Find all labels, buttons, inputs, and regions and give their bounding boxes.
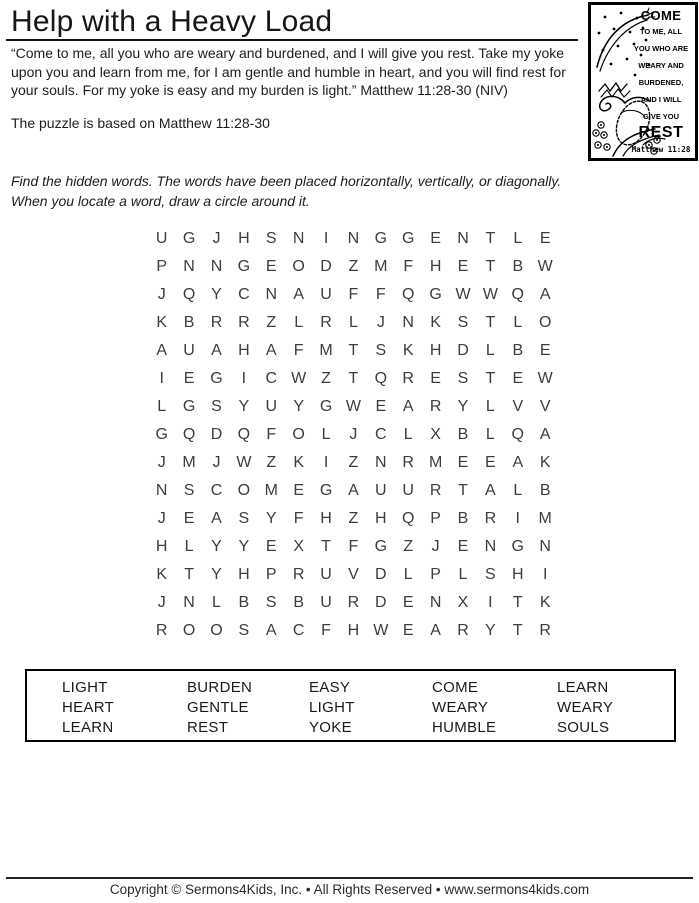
grid-letter: V (512, 398, 524, 415)
grid-letter: Q (182, 426, 196, 443)
word-list-item: REST (187, 719, 229, 736)
grid-letter: Q (374, 370, 388, 387)
grid-letter: W (236, 454, 252, 471)
grid-letter: R (429, 482, 442, 499)
grid-letter: N (484, 538, 497, 555)
grid-letter: D (457, 342, 469, 359)
grid-letter: G (319, 482, 333, 499)
grid-letter: B (293, 594, 304, 611)
grid-letter: E (512, 370, 524, 387)
grid-letter: Q (237, 426, 251, 443)
grid-letter: J (349, 426, 358, 443)
grid-letter: K (293, 454, 304, 471)
grid-letter: H (238, 566, 250, 583)
grid-letter: H (375, 510, 387, 527)
grid-letter: M (538, 510, 552, 527)
grid-letter: G (429, 286, 442, 303)
grid-letter: B (183, 314, 195, 331)
grid-letter: I (241, 370, 247, 387)
grid-letter: L (458, 566, 468, 583)
grid-letter: B (238, 594, 250, 611)
grid-letter: U (265, 398, 278, 415)
grid-letter: M (182, 454, 196, 471)
grid-letter: L (485, 398, 495, 415)
grid-letter: G (155, 426, 168, 443)
grid-letter: Y (211, 566, 222, 583)
instructions-line-2: When you locate a word, draw a circle around it. (11, 192, 310, 209)
grid-letter: C (238, 286, 250, 303)
grid-letter: C (210, 482, 223, 499)
grid-letter: A (348, 482, 359, 499)
grid-letter: E (183, 370, 195, 387)
grid-letter: A (211, 510, 222, 527)
grid-letter: F (403, 258, 414, 275)
grid-letter: T (348, 370, 359, 387)
grid-letter: Y (238, 538, 250, 555)
grid-letter: Q (401, 510, 415, 527)
word-list-item: WEARY (557, 699, 614, 716)
grid-letter: Z (348, 258, 359, 275)
grid-letter: A (430, 622, 441, 639)
grid-letter: N (292, 230, 305, 247)
grid-letter: Y (457, 398, 469, 415)
grid-letter: T (512, 594, 523, 611)
grid-letter: A (512, 454, 524, 471)
grid-letter: H (429, 342, 442, 359)
grid-letter: Z (266, 314, 277, 331)
grid-letter: Q (511, 426, 524, 443)
grid-letter: R (402, 454, 414, 471)
grid-letter: D (320, 258, 332, 275)
grid-letter: R (484, 510, 497, 527)
grid-letter: D (375, 594, 387, 611)
grid-letter: S (457, 314, 469, 331)
grid-letter: E (457, 258, 469, 275)
grid-letter: H (429, 258, 442, 275)
verse-art-line: YOU WHO ARE (633, 44, 689, 53)
grid-letter: L (513, 230, 523, 247)
grid-letter: S (265, 594, 277, 611)
grid-letter: G (182, 230, 196, 247)
grid-letter: D (210, 426, 223, 443)
grid-letter: R (457, 622, 469, 639)
grid-letter: W (345, 398, 361, 415)
grid-letter: A (265, 342, 277, 359)
grid-letter: E (539, 342, 551, 359)
grid-letter: U (183, 342, 195, 359)
page-title: Help with a Heavy Load (11, 5, 333, 38)
grid-letter: E (375, 398, 387, 415)
grid-letter: E (183, 510, 195, 527)
word-list-column (557, 678, 613, 740)
grid-letter: W (373, 622, 389, 639)
grid-letter: S (457, 370, 469, 387)
grid-letter: G (511, 538, 524, 555)
grid-letter: E (265, 538, 277, 555)
grid-letter: M (428, 454, 443, 471)
word-list-column (62, 678, 187, 740)
grid-letter: R (210, 314, 223, 331)
puzzle-basis-note: The puzzle is based on Matthew 11:28-30 (11, 115, 270, 131)
grid-letter: F (375, 286, 386, 303)
grid-letter: T (458, 482, 468, 499)
grid-letter: S (238, 510, 250, 527)
grid-letter: T (321, 538, 331, 555)
word-list-column (187, 678, 309, 740)
grid-letter: N (210, 258, 223, 275)
grid-letter: N (347, 230, 360, 247)
grid-letter: C (265, 370, 278, 387)
grid-letter: X (430, 426, 441, 443)
verse-art-line: BURDENED, (638, 78, 684, 87)
grid-letter: O (538, 314, 552, 331)
grid-letter: T (348, 342, 359, 359)
grid-letter: G (182, 398, 196, 415)
grid-letter: T (485, 258, 496, 275)
grid-letter: W (537, 370, 553, 387)
grid-letter: F (348, 538, 359, 555)
scripture-quote: “Come to me, all you who are weary and burdened, and I will give you rest. Take my yoke upon you and learn from me, for I am gentle and humble in heart, and you will find rest for your souls. For my yoke is easy and my burden is light.” Matthew 11:28-30 (NIV) (11, 45, 566, 99)
grid-letter: T (485, 230, 496, 247)
grid-letter: I (488, 594, 493, 611)
grid-letter: L (348, 314, 358, 331)
puzzle-instructions (11, 172, 611, 211)
grid-letter: N (183, 258, 195, 275)
grid-letter: I (323, 230, 329, 247)
word-list-item: LIGHT (62, 679, 108, 696)
grid-letter: L (485, 426, 495, 443)
grid-letter: S (485, 566, 496, 583)
word-list-column (309, 678, 432, 740)
grid-letter: E (457, 538, 469, 555)
grid-letter: H (347, 622, 360, 639)
grid-letter: J (157, 454, 166, 471)
instructions-line-1: Find the hidden words. The words have been placed horizontally, vertically, or diagonally. (11, 173, 562, 189)
grid-letter: Y (293, 398, 304, 415)
grid-letter: Z (403, 538, 414, 555)
grid-letter: G (210, 370, 223, 387)
word-list-item: HEART (62, 699, 115, 716)
grid-letter: Q (511, 286, 524, 303)
grid-letter: Y (211, 538, 222, 555)
grid-letter: E (293, 482, 304, 499)
grid-letter: H (238, 342, 250, 359)
grid-letter: U (402, 482, 414, 499)
grid-letter: L (321, 426, 331, 443)
verse-art-line: AND I WILL (640, 95, 682, 104)
word-list-item: LEARN (62, 719, 114, 736)
grid-letter: Z (321, 370, 331, 387)
grid-letter: E (402, 622, 414, 639)
grid-letter: G (374, 538, 388, 555)
grid-letter: E (485, 454, 496, 471)
grid-letter: A (293, 286, 304, 303)
grid-letter: J (212, 230, 221, 247)
grid-letter: I (323, 454, 329, 471)
word-list-item: LEARN (557, 679, 609, 696)
grid-letter: R (429, 398, 442, 415)
grid-letter: Z (266, 454, 277, 471)
grid-letter: L (513, 314, 523, 331)
grid-letter: F (266, 426, 277, 443)
grid-letter: K (430, 314, 441, 331)
grid-letter: H (320, 510, 332, 527)
grid-letter: K (156, 566, 168, 583)
grid-letter: Z (348, 454, 359, 471)
grid-letter: C (292, 622, 305, 639)
grid-letter: Y (265, 510, 277, 527)
footer-copyright: Copyright © Sermons4Kids, Inc. • All Rights Reserved • www.sermons4kids.com (109, 882, 590, 897)
grid-letter: S (265, 230, 277, 247)
grid-letter: A (485, 482, 496, 499)
verse-art-reference: Matthew 11:28 (631, 145, 691, 154)
grid-letter: K (402, 342, 414, 359)
grid-letter: I (542, 566, 548, 583)
grid-letter: E (402, 594, 414, 611)
word-list-column (432, 678, 557, 740)
grid-letter: W (291, 370, 307, 387)
grid-letter: R (320, 314, 332, 331)
word-list-item: YOKE (309, 719, 352, 736)
grid-letter: T (184, 566, 194, 583)
grid-letter: P (265, 566, 277, 583)
grid-letter: O (292, 258, 305, 275)
grid-letter: A (539, 426, 551, 443)
grid-letter: L (403, 566, 413, 583)
grid-letter: H (238, 230, 250, 247)
footer-divider (6, 877, 693, 879)
grid-letter: R (292, 566, 305, 583)
verse-art-line: REST (638, 124, 684, 141)
grid-letter: H (155, 538, 168, 555)
grid-letter: X (457, 594, 469, 611)
grid-letter: A (156, 342, 168, 359)
grid-letter: N (402, 314, 414, 331)
grid-letter: F (348, 286, 359, 303)
word-list-item: SOULS (557, 719, 610, 736)
grid-letter: Z (348, 510, 359, 527)
grid-letter: J (376, 314, 385, 331)
grid-letter: G (374, 230, 388, 247)
grid-letter: T (512, 622, 523, 639)
grid-letter: M (374, 258, 388, 275)
grid-letter: L (157, 398, 167, 415)
grid-letter: D (375, 566, 387, 583)
grid-letter: P (430, 510, 441, 527)
grid-letter: A (265, 622, 277, 639)
grid-letter: A (539, 286, 551, 303)
grid-letter: U (320, 566, 332, 583)
grid-letter: J (157, 594, 166, 611)
grid-letter: B (539, 482, 551, 499)
grid-letter: R (402, 370, 414, 387)
grid-letter: Q (401, 286, 415, 303)
grid-letter: B (512, 342, 524, 359)
grid-letter: C (375, 426, 387, 443)
grid-letter: O (292, 426, 305, 443)
grid-letter: F (321, 622, 331, 639)
grid-letter: I (159, 370, 164, 387)
grid-letter: N (429, 594, 442, 611)
grid-letter: N (155, 482, 168, 499)
grid-letter: E (265, 258, 277, 275)
grid-letter: S (183, 482, 195, 499)
grid-letter: V (348, 566, 359, 583)
verse-art-line: TO ME, ALL (639, 27, 683, 36)
grid-letter: E (430, 230, 441, 247)
verse-art-line: WEARY AND (638, 61, 684, 70)
grid-letter: T (485, 370, 496, 387)
word-list-item: COME (432, 679, 479, 696)
grid-letter: J (157, 510, 166, 527)
grid-letter: N (265, 286, 278, 303)
grid-letter: V (539, 398, 551, 415)
grid-letter: K (156, 314, 168, 331)
grid-letter: S (375, 342, 387, 359)
word-list-item: HUMBLE (432, 719, 497, 736)
word-list-item: LIGHT (309, 699, 355, 716)
verse-art-line: GIVE YOU (642, 112, 680, 121)
grid-letter: G (237, 258, 251, 275)
grid-letter: L (212, 594, 221, 611)
grid-letter: R (155, 622, 168, 639)
verse-art-line: COME (640, 8, 682, 23)
word-list-item: BURDEN (187, 679, 253, 696)
grid-letter: K (539, 454, 551, 471)
word-list-item: EASY (309, 679, 351, 696)
grid-letter: L (485, 342, 495, 359)
grid-letter: N (183, 594, 195, 611)
grid-letter: B (512, 258, 524, 275)
grid-letter: O (237, 482, 251, 499)
grid-letter: A (402, 398, 414, 415)
grid-letter: N (539, 538, 551, 555)
grid-letter: U (320, 594, 332, 611)
grid-letter: L (294, 314, 304, 331)
grid-letter: W (537, 258, 553, 275)
grid-letter: H (511, 566, 524, 583)
grid-letter: L (403, 426, 413, 443)
grid-letter: J (431, 538, 440, 555)
grid-letter: R (539, 622, 551, 639)
grid-letter: G (401, 230, 415, 247)
grid-letter: U (155, 230, 168, 247)
grid-letter: S (238, 622, 250, 639)
grid-letter: K (539, 594, 551, 611)
grid-letter: N (375, 454, 387, 471)
grid-letter: A (211, 342, 222, 359)
grid-letter: Q (182, 286, 196, 303)
word-search-grid (148, 225, 559, 645)
grid-letter: P (156, 258, 168, 275)
word-list-item: WEARY (432, 699, 489, 716)
grid-letter: R (347, 594, 360, 611)
grid-letter: Y (238, 398, 250, 415)
grid-letter: N (457, 230, 469, 247)
grid-letter: X (293, 538, 304, 555)
title-underline (6, 39, 578, 41)
grid-letter: F (293, 510, 304, 527)
grid-letter: L (513, 482, 523, 499)
grid-letter: O (182, 622, 196, 639)
grid-letter: W (455, 286, 471, 303)
word-list-item: GENTLE (187, 699, 249, 716)
grid-letter: M (264, 482, 278, 499)
grid-letter: J (157, 286, 166, 303)
grid-letter: W (482, 286, 498, 303)
grid-letter: B (457, 510, 469, 527)
grid-letter: B (457, 426, 469, 443)
grid-letter: P (430, 566, 441, 583)
grid-letter: F (293, 342, 304, 359)
grid-letter: E (457, 454, 469, 471)
grid-letter: Y (485, 622, 496, 639)
grid-letter: L (184, 538, 194, 555)
grid-letter: T (485, 314, 496, 331)
grid-letter: E (539, 230, 551, 247)
grid-letter: Y (211, 286, 222, 303)
verse-illustration-frame (588, 2, 698, 161)
grid-letter: O (210, 622, 223, 639)
grid-letter: G (319, 398, 333, 415)
grid-letter: U (375, 482, 387, 499)
grid-letter: S (211, 398, 222, 415)
grid-letter: I (515, 510, 520, 527)
grid-letter: U (320, 286, 332, 303)
grid-letter: M (319, 342, 333, 359)
grid-letter: E (430, 370, 441, 387)
grid-letter: R (238, 314, 250, 331)
word-list (25, 669, 676, 742)
grid-letter: J (212, 454, 221, 471)
